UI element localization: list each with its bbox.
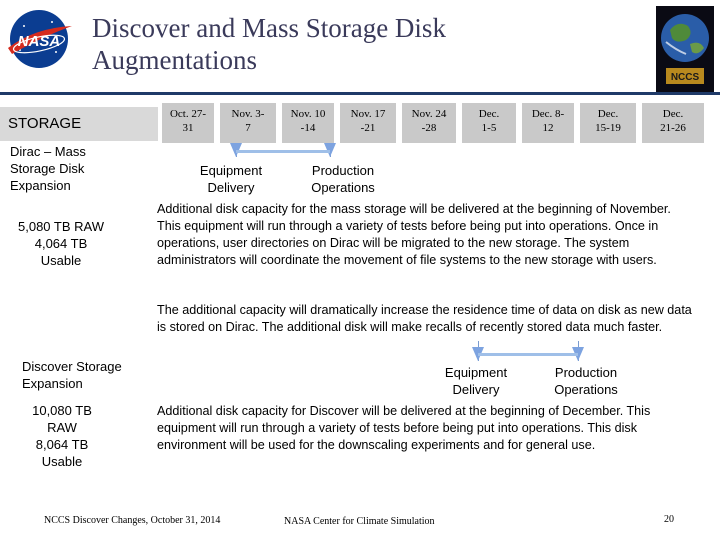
timeline-date-label: Nov. 17 -21 [350, 108, 386, 134]
timeline-date-label: Nov. 24 -28 [411, 108, 447, 134]
timeline-date-cell [282, 103, 334, 143]
timeline-row-label [0, 107, 158, 141]
dirac-paragraph-2: The additional capacity will dramatically increase the residence time of data on disk as new data is stored on Dirac. The additional disk will make recalls of recently stored data much faster. [157, 303, 692, 334]
dirac-equipment-delivery-label: Equipment Delivery [199, 163, 263, 195]
nccs-earth-logo [656, 6, 714, 92]
page-number: 20 [664, 514, 674, 525]
timeline-date-cell [580, 103, 636, 143]
discover-milestone-connector [478, 353, 578, 356]
timeline-date-cell [642, 103, 704, 143]
discover-paragraph: Additional disk capacity for Discover will be delivered at the beginning of December. This equipment will run through a variety of tests before being put into operations. This disk environment will be used for the downscaling experiments and for general use. [157, 404, 651, 452]
dirac-section-title: Dirac – Mass Storage Disk Expansion [10, 144, 86, 193]
nasa-logo [4, 8, 74, 70]
timeline-date-cell [462, 103, 516, 143]
timeline-date-label: Dec. 15-19 [595, 108, 621, 134]
dirac-capacity: 5,080 TB RAW 4,064 TB Usable [18, 219, 104, 268]
timeline-date-cell [402, 103, 456, 143]
discover-production-operations-label: Production Operations [554, 365, 618, 397]
discover-capacity: 10,080 TB RAW 8,064 TB Usable [32, 403, 92, 469]
nasa-logo-text: NASA [17, 33, 61, 50]
timeline-date-label: Nov. 10 -14 [290, 108, 326, 134]
header-divider [0, 92, 720, 95]
dirac-milestone-connector [236, 150, 330, 153]
discover-section-title: Discover Storage Expansion [22, 359, 122, 391]
timeline-date-label: Dec. 21-26 [660, 108, 686, 134]
nccs-logo-text: NCCS [670, 72, 700, 83]
timeline-date-label: Dec. 1-5 [478, 108, 500, 134]
page-title-line-1: Discover and Mass Storage Disk [92, 13, 446, 43]
timeline-date-cell [220, 103, 276, 143]
dirac-paragraph-1: Additional disk capacity for the mass storage will be delivered at the beginning of November. This equipment will run through a variety of tests before being put into operations. Once in operations, user directories on Dirac will be migrated to the new storage. The system administrators will coordinate the movement of file systems to the new storage with users. [157, 202, 671, 267]
timeline-date-cell [522, 103, 574, 143]
timeline-date-cell [162, 103, 214, 143]
page-title-line-2: Augmentations [92, 45, 257, 75]
dirac-production-operations-label: Production Operations [311, 163, 375, 195]
footer-left-text: NCCS Discover Changes, October 31, 2014 [44, 515, 221, 526]
discover-equipment-delivery-label: Equipment Delivery [444, 365, 508, 397]
timeline-row-label-text: STORAGE [8, 115, 82, 132]
timeline-date-label: Dec. 8- 12 [531, 108, 565, 134]
page-title [92, 12, 612, 76]
timeline-date-label: Nov. 3- 7 [231, 108, 265, 134]
timeline-date-label: Oct. 27- 31 [169, 108, 207, 134]
footer-center-text: NASA Center for Climate Simulation [284, 516, 435, 527]
timeline-date-cell [340, 103, 396, 143]
